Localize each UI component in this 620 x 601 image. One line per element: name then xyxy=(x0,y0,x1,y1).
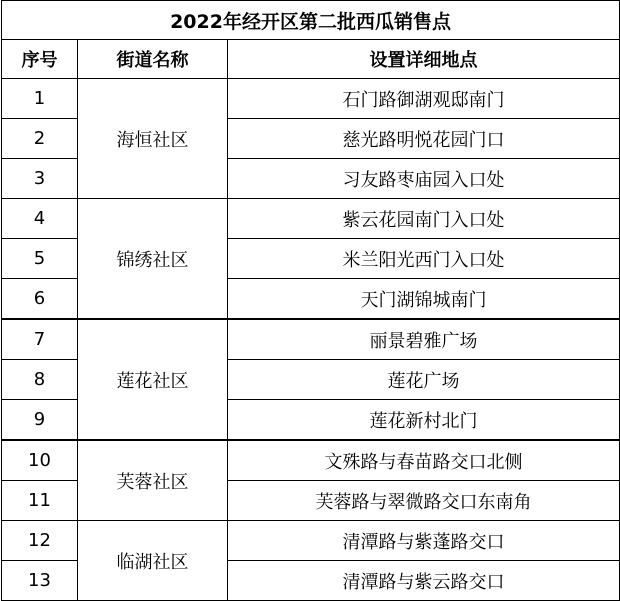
location-detail: 丽景碧雅广场 xyxy=(228,319,620,360)
table-row xyxy=(2,199,620,239)
table-row xyxy=(2,521,620,561)
row-index: 1 xyxy=(2,79,78,119)
street-name: 临湖社区 xyxy=(78,521,228,601)
header-street: 街道名称 xyxy=(78,40,228,79)
sales-points-table xyxy=(1,0,620,601)
row-index: 8 xyxy=(2,360,78,400)
header-location: 设置详细地点 xyxy=(228,40,620,79)
row-index: 2 xyxy=(2,119,78,159)
row-index: 7 xyxy=(2,319,78,360)
row-index: 6 xyxy=(2,279,78,320)
location-detail: 米兰阳光西门入口处 xyxy=(228,239,620,279)
location-detail: 清潭路与紫云路交口 xyxy=(228,561,620,601)
location-detail: 芙蓉路与翠微路交口东南角 xyxy=(228,481,620,521)
location-detail: 清潭路与紫蓬路交口 xyxy=(228,521,620,561)
location-detail: 紫云花园南门入口处 xyxy=(228,199,620,239)
street-name: 锦绣社区 xyxy=(78,199,228,320)
row-index: 4 xyxy=(2,199,78,239)
location-detail: 莲花新村北门 xyxy=(228,400,620,441)
header-row xyxy=(2,40,620,79)
location-detail: 文殊路与春苗路交口北侧 xyxy=(228,440,620,481)
table-row xyxy=(2,319,620,360)
location-detail: 习友路枣庙园入口处 xyxy=(228,159,620,199)
location-detail: 慈光路明悦花园门口 xyxy=(228,119,620,159)
row-index: 11 xyxy=(2,481,78,521)
row-index: 3 xyxy=(2,159,78,199)
header-index: 序号 xyxy=(2,40,78,79)
location-detail: 石门路御湖观邸南门 xyxy=(228,79,620,119)
row-index: 10 xyxy=(2,440,78,481)
row-index: 13 xyxy=(2,561,78,601)
row-index: 12 xyxy=(2,521,78,561)
table-row xyxy=(2,440,620,481)
street-name: 莲花社区 xyxy=(78,319,228,440)
row-index: 9 xyxy=(2,400,78,441)
street-name: 海恒社区 xyxy=(78,79,228,199)
location-detail: 天门湖锦城南门 xyxy=(228,279,620,320)
row-index: 5 xyxy=(2,239,78,279)
table-row xyxy=(2,79,620,119)
street-name: 芙蓉社区 xyxy=(78,440,228,521)
table-body xyxy=(2,1,620,601)
title-row xyxy=(2,1,620,40)
table-title: 2022年经开区第二批西瓜销售点 xyxy=(2,1,620,40)
location-detail: 莲花广场 xyxy=(228,360,620,400)
